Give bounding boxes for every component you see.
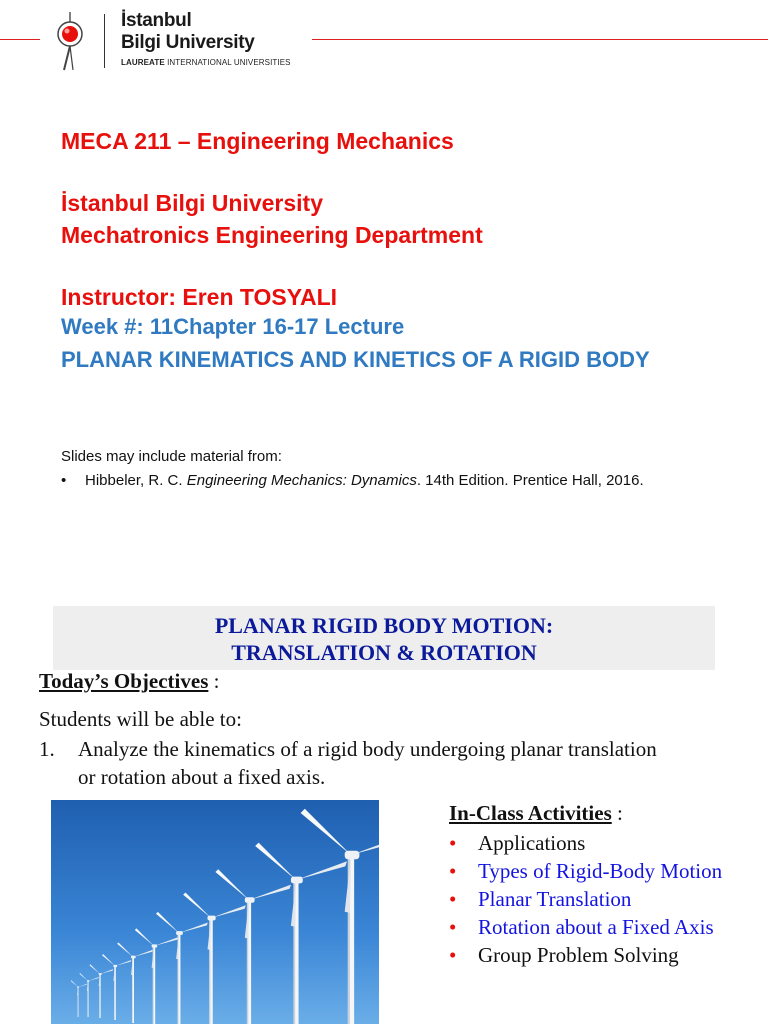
logo-text-bilgi-university: Bilgi University (121, 32, 255, 53)
logo-laureate-rest: INTERNATIONAL UNIVERSITIES (164, 58, 291, 67)
activity-bullet: • (449, 859, 457, 883)
activities-list (449, 829, 722, 969)
logo-text-istanbul: İstanbul (121, 10, 192, 31)
source-note-intro: Slides may include material from: (61, 448, 282, 465)
objective-item (39, 735, 659, 791)
reference-edition: . 14th Edition. Prentice Hall, 2016. (416, 472, 644, 489)
activity-item (449, 829, 722, 857)
activity-item (449, 857, 722, 885)
activities-colon: : (611, 801, 623, 825)
activity-bullet: • (449, 943, 457, 967)
activity-item (449, 913, 722, 941)
week-label: Week #: 11Chapter 16-17 Lecture (61, 314, 405, 339)
reference-book-title: Engineering Mechanics: Dynamics (186, 472, 417, 489)
logo-divider (104, 14, 105, 68)
wind-turbines-photo (51, 800, 379, 1024)
banner-line-1: PLANAR RIGID BODY MOTION: (214, 613, 554, 638)
activities-heading-text: In-Class Activities (449, 801, 612, 825)
activity-bullet: • (449, 831, 457, 855)
activity-item (449, 941, 722, 969)
university-logo-icon (50, 10, 94, 72)
reference-author: Hibbeler, R. C. (85, 472, 187, 489)
header-rule-right (312, 39, 768, 40)
activity-bullet: • (449, 915, 457, 939)
objectives-colon: : (208, 669, 220, 693)
activity-label: Group Problem Solving (478, 943, 679, 967)
activity-link[interactable]: Types of Rigid-Body Motion (478, 859, 723, 883)
reference-bullet: • (61, 472, 67, 489)
objectives-heading-text: Today’s Objectives (39, 669, 209, 693)
slide-title-banner (53, 606, 715, 670)
logo-laureate-bold: LAUREATE (121, 58, 165, 67)
objectives-intro: Students will be able to: (39, 707, 242, 731)
objective-text: Analyze the kinematics of a rigid body undergoing planar translation or rotation about a fixed axis. (78, 737, 657, 789)
objectives-heading (39, 669, 219, 694)
department-name: Mechatronics Engineering Department (61, 222, 483, 248)
logo-text-laureate (121, 58, 291, 67)
activity-label: Applications (478, 831, 586, 855)
banner-line-2: TRANSLATION & ROTATION (231, 640, 537, 665)
instructor-name: Instructor: Eren TOSYALI (61, 284, 338, 310)
activities-heading (449, 801, 623, 826)
activity-bullet: • (449, 887, 457, 911)
lecture-topic: PLANAR KINEMATICS AND KINETICS OF A RIGID BODY (61, 347, 650, 372)
objective-number: 1. (39, 737, 55, 761)
activity-link[interactable]: Planar Translation (478, 887, 632, 911)
course-title: MECA 211 – Engineering Mechanics (61, 128, 454, 154)
university-name: İstanbul Bilgi University (61, 190, 323, 216)
activity-item (449, 885, 722, 913)
source-reference (61, 472, 644, 489)
header-rule-left (0, 39, 40, 40)
activity-link[interactable]: Rotation about a Fixed Axis (478, 915, 714, 939)
